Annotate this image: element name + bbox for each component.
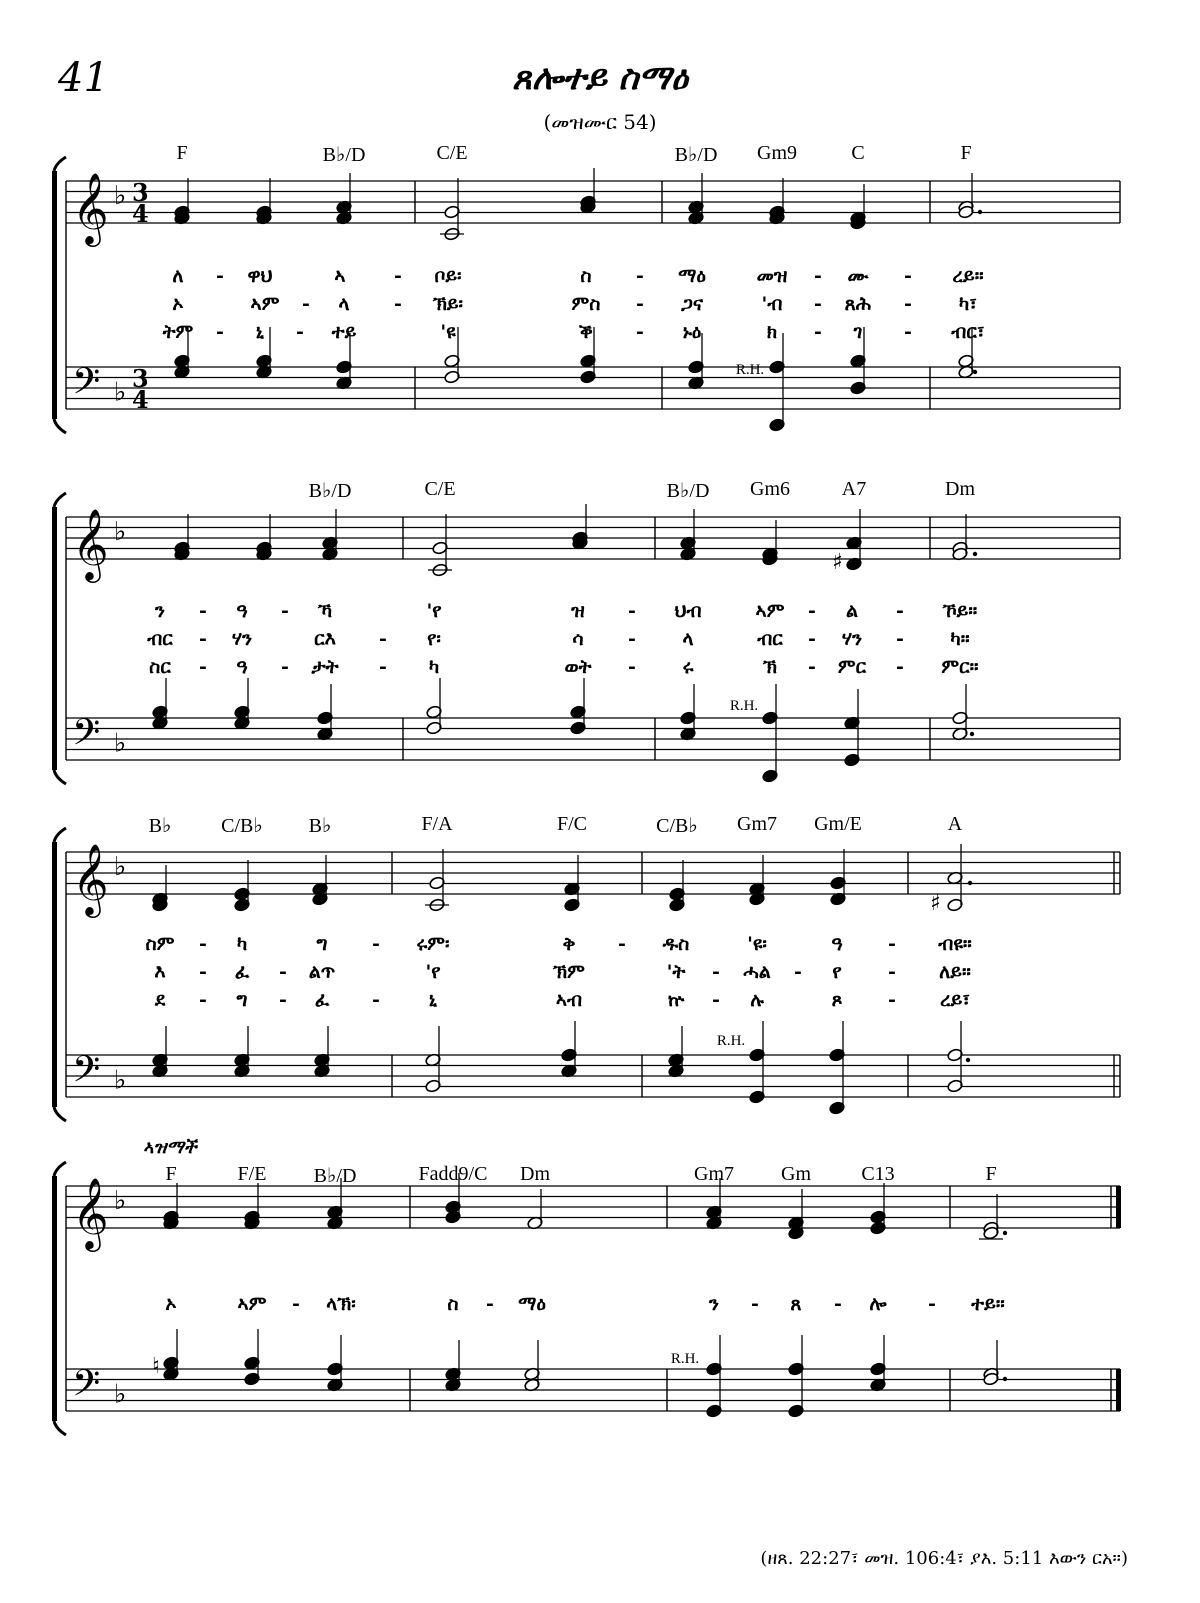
- lyric-syllable: ኣብ: [555, 989, 583, 1011]
- lyric-syllable: ረይ።: [952, 265, 984, 287]
- lyric-hyphen: -: [279, 989, 287, 1011]
- lyric-syllable: ዋህ: [247, 265, 273, 287]
- chord-symbol: F: [985, 1163, 997, 1185]
- lyric-syllable: ጸ: [790, 1293, 802, 1315]
- chord-symbol: Dm: [945, 478, 975, 500]
- lyric-hyphen: -: [794, 961, 802, 983]
- lyric-hyphen: -: [199, 989, 207, 1011]
- lyric-syllable: ለይ።: [939, 961, 971, 983]
- lyric-syllable: ኽም: [553, 961, 585, 983]
- lyric-hyphen: -: [628, 600, 636, 622]
- lyric-syllable: ሎ: [869, 1293, 887, 1315]
- lyric-hyphen: -: [712, 989, 720, 1011]
- lyric-syllable: ስ: [447, 1293, 459, 1315]
- dot: [970, 732, 974, 736]
- lyric-hyphen: -: [199, 961, 207, 983]
- key-flat: ♭: [114, 728, 127, 759]
- lyric-syllable: እ: [154, 961, 166, 983]
- lyric-hyphen: -: [618, 933, 626, 955]
- sharp-accidental: ♯: [930, 891, 941, 916]
- lyric-hyphen: -: [296, 321, 304, 343]
- lyric-hyphen: -: [928, 1293, 936, 1315]
- lyric-hyphen: -: [199, 600, 207, 622]
- rh-marking: R.H.: [670, 1351, 700, 1367]
- lyric-hyphen: -: [712, 961, 720, 983]
- lyric-syllable: ኦ: [172, 293, 184, 315]
- lyric-hyphen: -: [199, 628, 207, 650]
- dot: [978, 210, 982, 214]
- chord-symbol: C: [851, 142, 865, 164]
- lyric-syllable: ዝ: [571, 600, 585, 622]
- chord-symbol: F/C: [556, 813, 588, 835]
- lyric-syllable: ሳ: [572, 628, 584, 650]
- lyric-hyphen: -: [199, 933, 207, 955]
- chord-symbol: A: [947, 813, 963, 835]
- lyric-syllable: ታት: [311, 656, 339, 678]
- chord-symbol: Gm: [781, 1163, 811, 1185]
- dot: [973, 370, 977, 374]
- lyric-syllable: ደ: [154, 989, 166, 1011]
- lyric-syllable: ህብ: [674, 600, 702, 622]
- lyric-hyphen: -: [896, 628, 904, 650]
- key-flat: ♭: [114, 517, 127, 547]
- lyric-syllable: ሩ: [682, 656, 694, 678]
- treble-clef: 𝄞: [72, 842, 109, 915]
- time-signature-bottom: 4: [132, 199, 149, 228]
- lyric-hyphen: -: [904, 265, 912, 287]
- lyric-syllable: ኣም: [237, 1293, 267, 1315]
- lyric-syllable: ኒ: [428, 989, 438, 1011]
- lyric-syllable: ረይ፣: [939, 989, 971, 1011]
- lyric-syllable: ኵ: [667, 989, 685, 1011]
- sharp-accidental: ♯: [832, 550, 843, 575]
- lyric-syllable: ን: [709, 1293, 719, 1315]
- lyric-syllable: ብር: [757, 628, 783, 650]
- chord-symbol: B♭/D: [322, 144, 366, 166]
- lyric-syllable: ኦ: [165, 1293, 177, 1315]
- time-signature-top: 3: [132, 364, 149, 393]
- lyric-syllable: ብር: [147, 628, 173, 650]
- lyric-syllable: ኑዕ: [682, 321, 702, 343]
- system-bracket-hook: [54, 1421, 66, 1435]
- lyric-hyphen: -: [199, 656, 207, 678]
- lyric-hyphen: -: [486, 1293, 494, 1315]
- lyric-syllable: ላ: [338, 293, 350, 315]
- page-number: 41: [58, 55, 109, 101]
- hymn-subtitle: (መዝሙር 54): [543, 110, 657, 134]
- lyric-syllable: ምር።: [941, 656, 979, 678]
- key-flat: ♭: [114, 181, 127, 211]
- bass-clef: 𝄢: [72, 1362, 101, 1414]
- lyric-syllable: ኒ: [255, 321, 265, 343]
- chord-symbol: C/B♭: [221, 815, 263, 837]
- lyric-syllable: ትም: [162, 321, 194, 343]
- system-bracket-hook: [54, 770, 66, 784]
- lyric-hyphen: -: [814, 265, 822, 287]
- lyric-syllable: ቦይ፡: [434, 265, 462, 287]
- chord-symbol: F: [165, 1163, 177, 1185]
- lyric-syllable: ኾይ።: [942, 600, 978, 622]
- lyric-hyphen: -: [394, 265, 402, 287]
- lyric-syllable: ኽይ፡: [432, 293, 464, 315]
- lyric-syllable: ጋና: [681, 293, 703, 315]
- lyric-syllable: 'ዩ: [440, 321, 456, 343]
- chord-symbol: C/E: [436, 142, 468, 164]
- lyric-syllable: ብዩ።: [938, 933, 972, 955]
- lyric-syllable: ርእ: [314, 628, 336, 650]
- lyric-hyphen: -: [372, 933, 380, 955]
- lyric-syllable: ፈ: [234, 961, 250, 983]
- lyric-syllable: ኣም: [250, 293, 280, 315]
- lyric-syllable: 'ት: [666, 961, 686, 983]
- lyric-syllable: 'የ: [426, 600, 442, 622]
- lyric-hyphen: -: [216, 265, 224, 287]
- dot: [966, 1058, 970, 1062]
- system-bracket-hook: [54, 1107, 66, 1121]
- lyric-syllable: ብር፣: [951, 321, 985, 343]
- lyric-syllable: ሙ: [847, 265, 869, 287]
- lyric-syllable: ኽ: [763, 656, 777, 678]
- lyric-syllable: 'ብ: [761, 293, 783, 315]
- lyric-hyphen: -: [372, 989, 380, 1011]
- lyric-syllable: ጸሕ: [844, 293, 872, 315]
- key-flat: ♭: [114, 852, 127, 882]
- chord-symbol: B♭: [308, 815, 332, 837]
- lyric-syllable: ሃን: [231, 628, 253, 650]
- lyric-syllable: ዓ: [236, 600, 248, 622]
- lyric-syllable: ዱስ: [662, 933, 690, 955]
- lyric-syllable: ኻ: [317, 600, 333, 622]
- scripture-references: (ዘጸ. 22:27፣ መዝ. 106:4፣ ያእ. 5:11 እውን ርአ።): [760, 1548, 1128, 1569]
- lyric-syllable: ቕ: [579, 321, 593, 343]
- lyric-syllable: ካ: [236, 933, 248, 955]
- lyric-syllable: ሉ: [750, 989, 764, 1011]
- lyric-hyphen: -: [888, 933, 896, 955]
- lyric-syllable: ኣ: [334, 265, 346, 287]
- time-signature-top: 3: [132, 178, 149, 207]
- lyric-syllable: ዓ: [236, 656, 248, 678]
- key-flat: ♭: [114, 377, 127, 408]
- lyric-syllable: ሩም፡: [416, 933, 450, 955]
- lyric-hyphen: -: [834, 1293, 842, 1315]
- time-signature-bottom: 4: [132, 385, 149, 414]
- system-bracket-hook: [54, 1162, 66, 1176]
- lyric-hyphen: -: [281, 656, 289, 678]
- lyric-hyphen: -: [216, 321, 224, 343]
- rh-marking: R.H.: [735, 362, 765, 378]
- lyric-hyphen: -: [628, 656, 636, 678]
- lyric-hyphen: -: [808, 600, 816, 622]
- lyric-hyphen: -: [379, 628, 387, 650]
- lyric-syllable: ግ: [236, 989, 248, 1011]
- lyric-syllable: ማዕ: [678, 265, 706, 287]
- system-bracket: [52, 1176, 57, 1421]
- rh-marking: R.H.: [716, 1033, 746, 1049]
- system-bracket-hook: [54, 419, 66, 433]
- lyric-syllable: ሓል: [743, 961, 771, 983]
- bass-clef: 𝄢: [72, 360, 101, 412]
- treble-clef: 𝄞: [72, 507, 109, 580]
- final-bar: [1116, 1369, 1121, 1411]
- lyric-syllable: ፈ: [314, 989, 330, 1011]
- chord-symbol: C13: [861, 1163, 895, 1185]
- lyric-syllable: ካ።: [950, 628, 970, 650]
- chord-symbol: A7: [841, 478, 867, 500]
- bass-clef: 𝄢: [72, 1048, 101, 1100]
- treble-clef: 𝄞: [72, 1176, 109, 1249]
- lyric-syllable: ምስ: [571, 293, 601, 315]
- bass-clef: 𝄢: [72, 711, 101, 763]
- chord-symbol: B♭/D: [313, 1165, 357, 1187]
- lyric-syllable: ላ: [682, 628, 694, 650]
- hymn-title: ጸሎተይ ስማዕ: [512, 58, 688, 98]
- lyric-hyphen: -: [751, 1293, 759, 1315]
- treble-clef: 𝄞: [72, 171, 109, 244]
- lyric-syllable: 'ዩ፡: [747, 933, 767, 955]
- lyric-syllable: ስር: [149, 656, 171, 678]
- lyric-hyphen: -: [281, 600, 289, 622]
- chord-symbol: F: [176, 142, 188, 164]
- chord-symbol: C/E: [424, 478, 456, 500]
- final-bar: [1116, 1186, 1121, 1228]
- chord-symbol: B♭/D: [674, 144, 718, 166]
- key-flat: ♭: [114, 1065, 127, 1096]
- lyric-hyphen: -: [896, 600, 904, 622]
- lyric-hyphen: -: [302, 293, 310, 315]
- dot: [1003, 1377, 1007, 1381]
- chord-symbol: B♭/D: [666, 480, 710, 502]
- chord-symbol: Gm7: [694, 1163, 734, 1185]
- system-bracket: [52, 842, 57, 1107]
- lyric-hyphen: -: [279, 961, 287, 983]
- lyric-hyphen: -: [636, 321, 644, 343]
- key-flat: ♭: [114, 1186, 127, 1216]
- lyric-syllable: ገ: [853, 321, 863, 343]
- chord-symbol: B♭: [148, 815, 172, 837]
- lyric-syllable: ለ: [172, 265, 184, 287]
- lyric-syllable: ተይ: [331, 321, 357, 343]
- system-bracket-hook: [54, 157, 66, 171]
- lyric-hyphen: -: [904, 293, 912, 315]
- system-bracket-hook: [54, 828, 66, 842]
- lyric-syllable: ማዕ: [518, 1293, 546, 1315]
- lyric-syllable: ላኽ፡: [326, 1293, 356, 1315]
- chord-symbol: Gm9: [757, 142, 797, 164]
- lyric-syllable: ን: [155, 600, 165, 622]
- lyric-hyphen: -: [888, 961, 896, 983]
- dot: [1003, 1231, 1007, 1235]
- refrain-label: ኣዝማች: [143, 1137, 197, 1158]
- dot: [968, 881, 972, 885]
- lyric-hyphen: -: [808, 628, 816, 650]
- lyric-syllable: ዓ: [831, 933, 843, 955]
- chord-symbol: C/B♭: [656, 815, 698, 837]
- lyric-syllable: ካ: [428, 656, 440, 678]
- lyric-syllable: 'የ: [425, 961, 441, 983]
- chord-symbol: F/E: [237, 1163, 267, 1185]
- system-bracket: [52, 171, 57, 419]
- chord-symbol: F/A: [421, 813, 453, 835]
- lyric-syllable: ኣም: [755, 600, 785, 622]
- lyric-syllable: ስ: [580, 265, 592, 287]
- lyric-hyphen: -: [394, 293, 402, 315]
- lyric-syllable: የ፡: [427, 628, 441, 650]
- lyric-syllable: ካ፣: [958, 293, 978, 315]
- system-bracket-hook: [54, 493, 66, 507]
- lyric-syllable: ልጥ: [308, 961, 336, 983]
- lyric-syllable: ወት: [564, 656, 592, 678]
- dot: [973, 552, 977, 556]
- chord-symbol: Dm: [520, 1163, 550, 1185]
- chord-symbol: B♭/D: [308, 480, 352, 502]
- lyric-hyphen: -: [636, 265, 644, 287]
- lyric-hyphen: -: [808, 656, 816, 678]
- lyric-hyphen: -: [636, 293, 644, 315]
- lyric-hyphen: -: [904, 321, 912, 343]
- lyric-hyphen: -: [379, 656, 387, 678]
- lyric-syllable: ቅ: [562, 933, 576, 955]
- chord-symbol: Gm/E: [814, 813, 862, 835]
- chord-symbol: Gm7: [737, 813, 777, 835]
- lyric-syllable: ሃን: [841, 628, 863, 650]
- key-flat: ♭: [114, 1379, 127, 1410]
- lyric-hyphen: -: [814, 293, 822, 315]
- lyric-syllable: ክ: [766, 321, 778, 343]
- rh-marking: R.H.: [729, 698, 759, 714]
- lyric-syllable: የ: [832, 961, 842, 983]
- lyric-syllable: ስም: [145, 933, 175, 955]
- lyric-syllable: መዝ: [756, 265, 788, 287]
- lyric-syllable: ተይ።: [971, 1293, 1005, 1315]
- lyric-syllable: ጾ: [831, 989, 843, 1011]
- chord-symbol: Gm6: [750, 478, 790, 500]
- lyric-hyphen: -: [888, 989, 896, 1011]
- lyric-hyphen: -: [292, 1293, 300, 1315]
- system-bracket: [52, 507, 57, 770]
- lyric-syllable: ል: [845, 600, 859, 622]
- lyric-syllable: ምር: [837, 656, 867, 678]
- lyric-hyphen: -: [896, 656, 904, 678]
- natural-accidental: ♮: [152, 1354, 160, 1379]
- lyric-hyphen: -: [628, 628, 636, 650]
- lyric-hyphen: -: [814, 321, 822, 343]
- chord-symbol: Fadd9/C: [418, 1163, 488, 1185]
- chord-symbol: F: [960, 142, 972, 164]
- lyric-syllable: ግ: [316, 933, 328, 955]
